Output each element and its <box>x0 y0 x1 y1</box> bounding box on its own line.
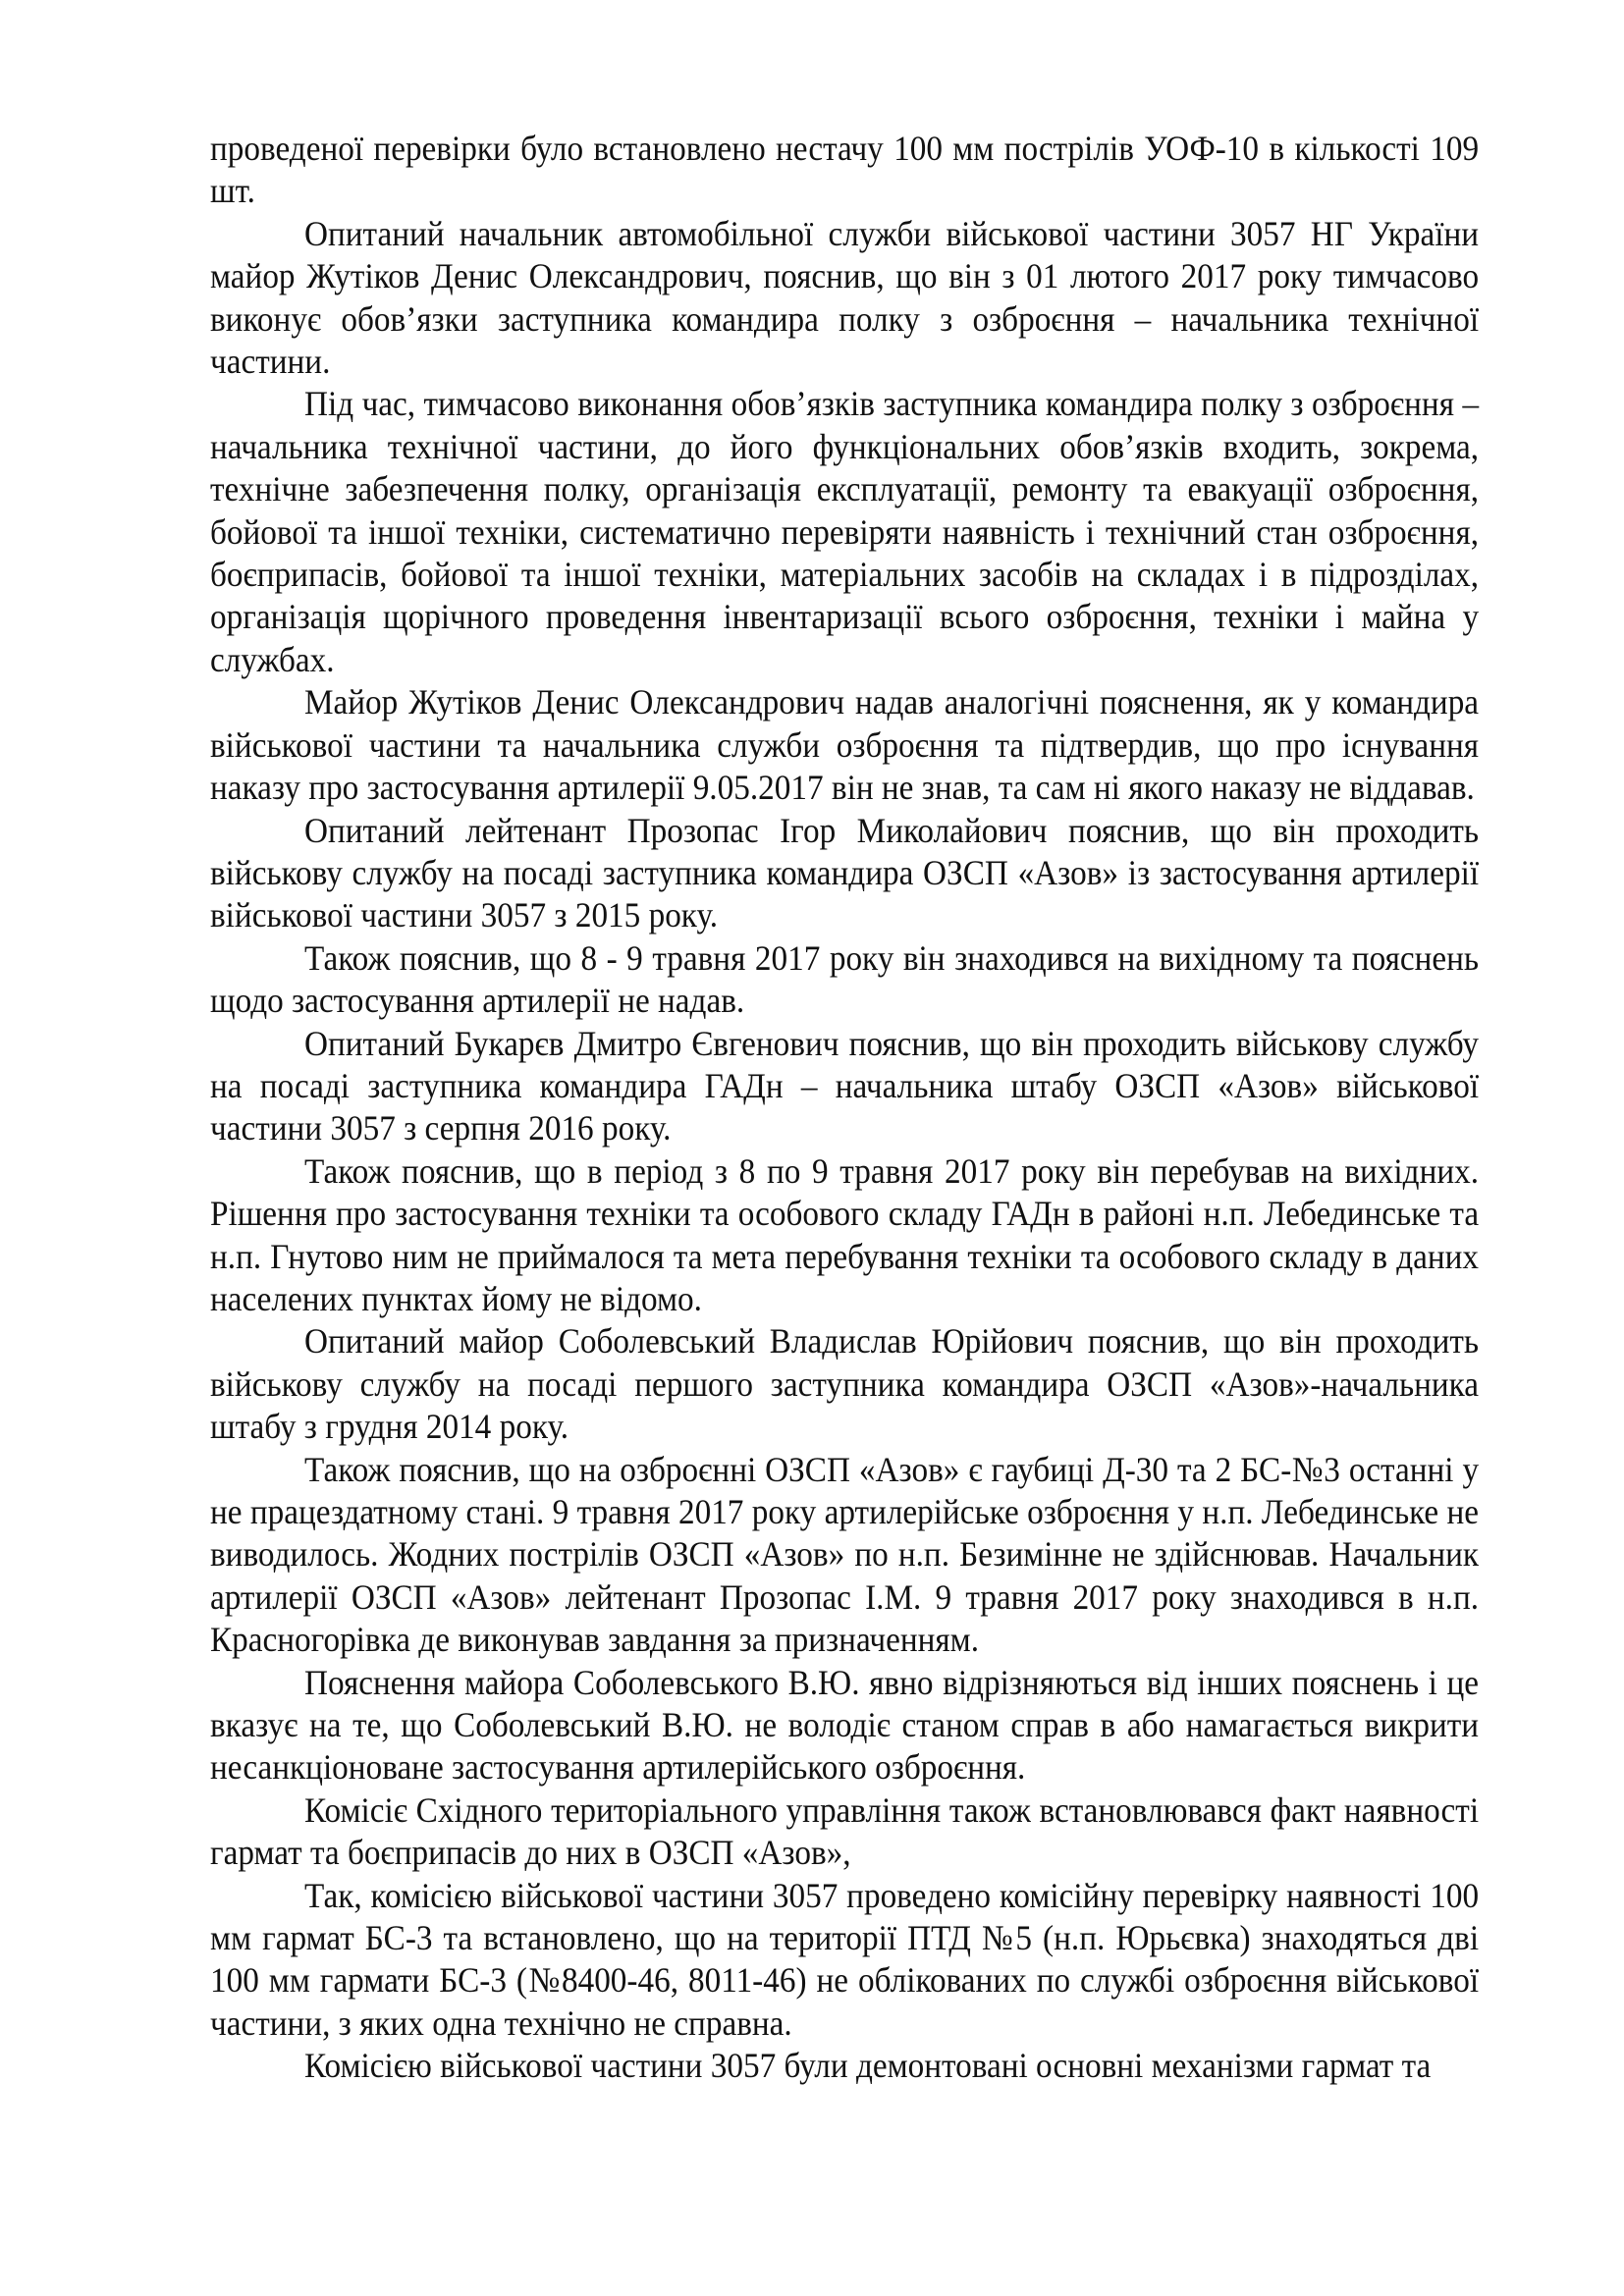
paragraph-duties: Під час, тимчасово виконання обов’язків заступника командира полку з озброєння – начальника технічної частини, до його функціональних обов’язків входить, зокрема, технічне забезпечення полку, організація експлуатації, ремонту та евакуації озброєння, бойової та іншої техніки, систематично перевіряти наявність і технічний стан озброєння, боєприпасів, бойової та іншої техніки, матеріальних засобів на складах і в підрозділах, організація щорічного проведення інвентаризації всього озброєння, техніки і майна у службах. <box>210 384 1480 679</box>
paragraph-bukarev: Опитаний Букарєв Дмитро Євгенович пояснив, що він проходить військову службу на посаді заступника командира ГАДн – начальника штабу ОЗСП «Азов» військової частини 3057 з серпня 2016 року. <box>210 1023 1480 1148</box>
paragraph-sobolevsky: Опитаний майор Соболевський Владислав Юрійович пояснив, що він проходить військову службу на посаді першого заступника командира ОЗСП «Азов»-начальника штабу з грудня 2014 року. <box>210 1321 1480 1447</box>
paragraph-commission-east: Комісіє Східного територіального управління також встановлювався факт наявності гармат та боєприпасів до них в ОЗСП «Азов», <box>210 1789 1480 1873</box>
paragraph-prozopas-explanation: Також пояснив, що 8 - 9 травня 2017 року він знаходився на вихідному та пояснень щодо застосування артилерії не надав. <box>210 937 1480 1021</box>
document-body <box>210 128 1479 2088</box>
paragraph-continuation: проведеної перевірки було встановлено нестачу 100 мм пострілів УОФ-10 в кількості 109 шт. <box>210 129 1480 211</box>
paragraph-commission-check: Так, комісією військової частини 3057 проведено комісійну перевірку наявності 100 мм гармат БС-3 та встановлено, що на території ПТД №5 (н.п. Юрьєвка) знаходяться дві 100 мм гармати БС-3 (№8400-46, 8011-46) не облікованих по службі озброєння військової частини, з яких одна технічно не справна. <box>210 1875 1480 2043</box>
paragraph-prozopas: Опитаний лейтенант Прозопас Ігор Миколайович пояснив, що він проходить військову службу на посаді заступника командира ОЗСП «Азов» із застосування артилерії військової частини 3057 з 2015 року. <box>210 810 1480 935</box>
paragraph-bukarev-explanation: Також пояснив, що в період з 8 по 9 травня 2017 року він перебував на вихідних. Рішення про застосування техніки та особового складу ГАДн в районі н.п. Лебединське та н.п. Гнутово ним не приймалося та мета перебування техніки та особового складу в даних населених пунктах йому не відомо. <box>210 1150 1480 1318</box>
paragraph-sobolevsky-explanation: Також пояснив, що на озброєнні ОЗСП «Азов» є гаубиці Д-30 та 2 БС-№3 останні у не працездатному стані. 9 травня 2017 року артилерійське озброєння у н.п. Лебединське не виводилось. Жодних пострілів ОЗСП «Азов» по н.п. Безимінне не здійснював. Начальник артилерії ОЗСП «Азов» лейтенант Прозопас І.М. 9 травня 2017 року знаходився в н.п. Красногорівка де виконував завдання за призначенням. <box>210 1449 1480 1660</box>
paragraph-commission-dismantle: Комісією військової частини 3057 були демонтовані основні механізми гармат та <box>303 2046 1432 2086</box>
paragraph-assessment: Пояснення майора Соболевського В.Ю. явно відрізняються від інших пояснень і це вказує на те, що Соболевський В.Ю. не володіє станом справ в або намагається викрити несанкціоноване застосування артилерійського озброєння. <box>210 1662 1480 1788</box>
paragraph-zhutikov-explanation: Майор Жутіков Денис Олександрович надав аналогічні пояснення, як у командира військової частини та начальника служби озброєння та підтвердив, що про існування наказу про застосування артилерії 9.05.2017 він не знав, та сам ні якого наказу не віддавав. <box>210 682 1480 808</box>
paragraph-zhutikov-intro: Опитаний начальник автомобільної служби військової частини 3057 НГ України майор Жутіков Денис Олександрович, пояснив, що він з 01 лютого 2017 року тимчасово виконує обов’язки заступника командира полку з озброєння – начальника технічної частини. <box>210 213 1480 382</box>
